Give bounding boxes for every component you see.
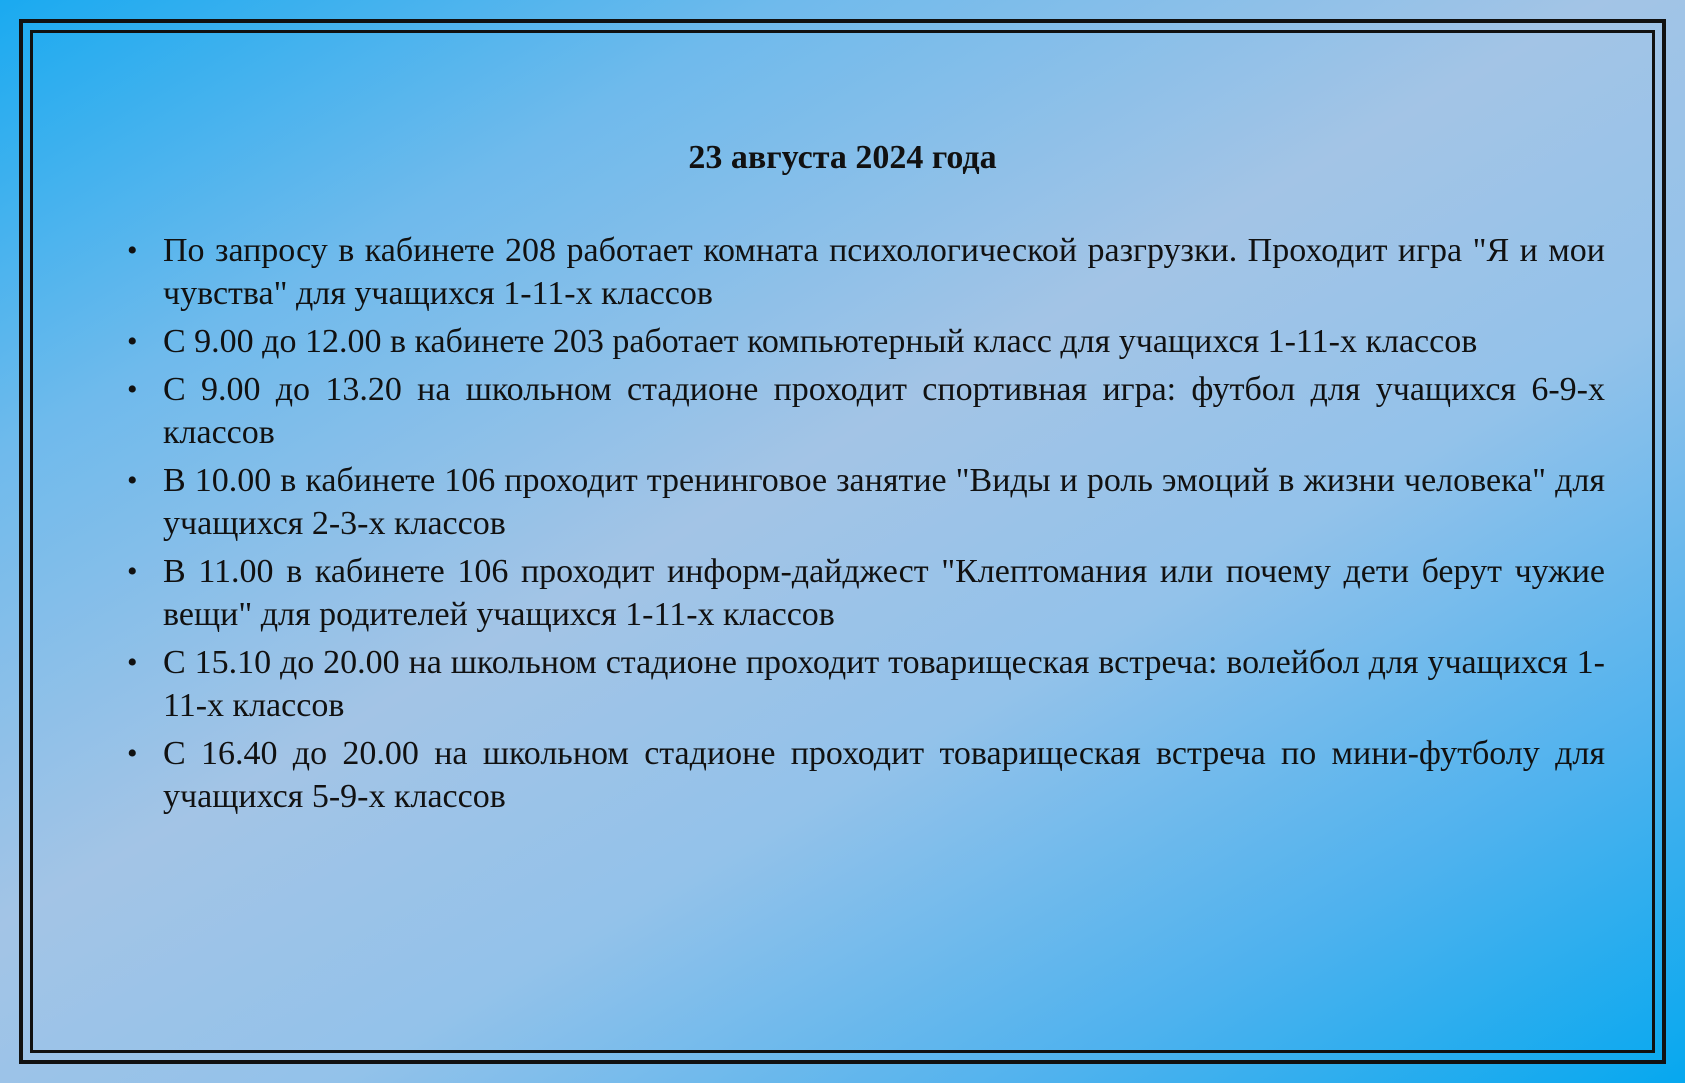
bullet-icon: • <box>127 646 138 679</box>
list-item-text: В 11.00 в кабинете 106 проходит информ-дайджест "Клептомания или почему дети берут чужие вещи" для родителей учащихся 1-11-х классов <box>163 553 1605 633</box>
list-item <box>127 368 1605 454</box>
bullet-icon: • <box>127 737 138 770</box>
list-item <box>127 641 1605 727</box>
list-item-text: С 9.00 до 13.20 на школьном стадионе проходит спортивная игра: футбол для учащихся 6-9-х классов <box>163 371 1605 451</box>
list-item <box>127 320 1605 363</box>
bullet-icon: • <box>127 464 138 497</box>
list-item-text: С 16.40 до 20.00 на школьном стадионе проходит товарищеская встреча по мини-футболу для учащихся 5-9-х классов <box>163 735 1605 815</box>
list-item <box>127 550 1605 636</box>
event-list <box>127 229 1605 823</box>
list-item <box>127 229 1605 315</box>
bullet-icon: • <box>127 555 138 588</box>
list-item-text: С 15.10 до 20.00 на школьном стадионе проходит товарищеская встреча: волейбол для учащихся 1-11-х классов <box>163 644 1605 724</box>
list-item <box>127 732 1605 818</box>
page-title: 23 августа 2024 года <box>688 139 997 176</box>
bullet-icon: • <box>127 373 138 406</box>
list-item-text: В 10.00 в кабинете 106 проходит тренинговое занятие "Виды и роль эмоций в жизни человека" для учащихся 2-3-х классов <box>163 462 1605 542</box>
bullet-icon: • <box>127 234 138 267</box>
list-item-text: По запросу в кабинете 208 работает комната психологической разгрузки. Проходит игра "Я и мои чувства" для учащихся 1-11-х классов <box>163 232 1605 312</box>
bullet-icon: • <box>127 325 138 358</box>
list-item-text: С 9.00 до 12.00 в кабинете 203 работает компьютерный класс для учащихся 1-11-х классов <box>163 323 1478 360</box>
list-item <box>127 459 1605 545</box>
